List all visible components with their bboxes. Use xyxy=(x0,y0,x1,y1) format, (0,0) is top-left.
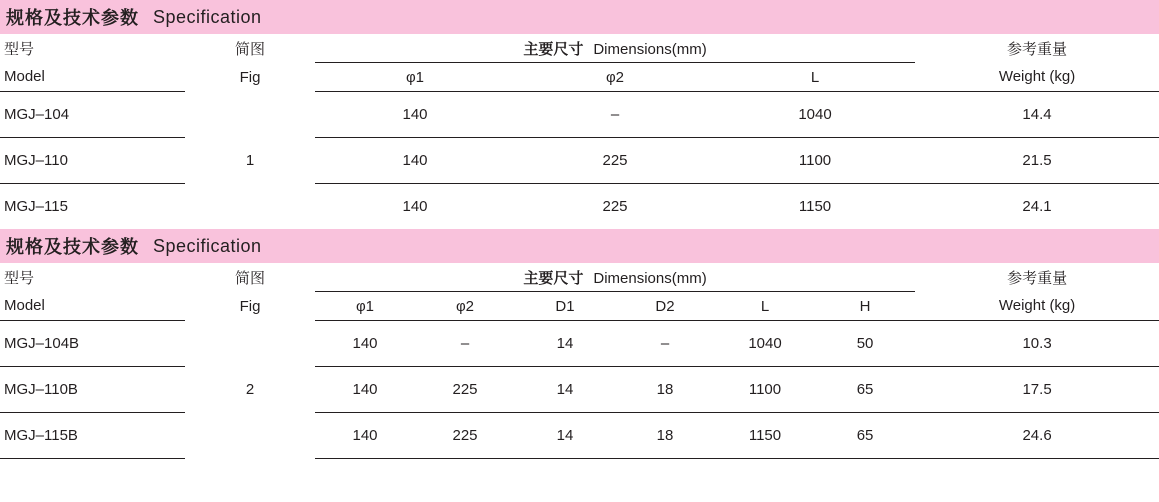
cell-model: MGJ–110 xyxy=(0,138,185,184)
header-model-cn: 型号 xyxy=(4,269,35,287)
cell-l: 1150 xyxy=(715,413,815,459)
header-col-d2: D2 xyxy=(615,292,715,321)
cell-h: 65 xyxy=(815,413,915,459)
header-col-l: L xyxy=(715,292,815,321)
section-banner-1 xyxy=(0,0,1159,34)
cell-d2: – xyxy=(615,321,715,367)
section-banner-title-cn: 规格及技术参数 xyxy=(6,8,139,28)
cell-model: MGJ–110B xyxy=(0,367,185,413)
header-dimensions-cn: 主要尺寸 xyxy=(523,40,584,58)
table-row xyxy=(0,92,1159,138)
cell-model: MGJ–104 xyxy=(0,92,185,138)
cell-d2: 18 xyxy=(615,413,715,459)
cell-h: 50 xyxy=(815,321,915,367)
cell-fig: 2 xyxy=(245,381,255,398)
section-banner-title-cn: 规格及技术参数 xyxy=(6,237,139,257)
header-col-phi2: φ2 xyxy=(515,63,715,92)
header-weight-cn: 参考重量 xyxy=(1007,40,1068,58)
cell-d1: 14 xyxy=(515,367,615,413)
cell-model: MGJ–115 xyxy=(4,198,68,215)
cell-phi2: – xyxy=(515,92,715,138)
cell-phi1: 140 xyxy=(402,198,428,215)
cell-d1: 14 xyxy=(515,321,615,367)
header-model-cn: 型号 xyxy=(4,40,35,58)
table-header-row-top xyxy=(0,263,1159,292)
cell-phi2: 225 xyxy=(602,198,628,215)
cell-l: 1150 xyxy=(798,198,832,215)
header-dimensions-cn: 主要尺寸 xyxy=(523,269,584,287)
header-col-h: H xyxy=(815,292,915,321)
header-model-en: Model xyxy=(0,292,185,321)
header-dimensions-en: Dimensions(mm) xyxy=(593,269,707,287)
header-fig-en: Fig xyxy=(239,68,261,86)
table-row xyxy=(0,138,1159,184)
table-header-row-top xyxy=(0,34,1159,63)
cell-h: 65 xyxy=(815,367,915,413)
cell-fig: 1 xyxy=(245,151,255,169)
cell-weight: 14.4 xyxy=(915,92,1159,138)
cell-model: MGJ–104B xyxy=(0,321,185,367)
section-banner-title-en: Specification xyxy=(153,6,262,27)
header-col-phi1: φ1 xyxy=(315,292,415,321)
table-row xyxy=(0,184,1159,230)
cell-phi2: 225 xyxy=(515,138,715,184)
cell-phi2: 225 xyxy=(415,367,515,413)
cell-phi1: 140 xyxy=(315,321,415,367)
table-header-row-bottom xyxy=(0,63,1159,92)
header-fig-cn: 简图 xyxy=(234,40,265,58)
cell-phi2: – xyxy=(415,321,515,367)
header-col-phi1: φ1 xyxy=(315,63,515,92)
spec-table-2 xyxy=(0,263,1159,459)
table-row xyxy=(0,367,1159,413)
header-weight-cn: 参考重量 xyxy=(1007,269,1068,287)
cell-model: MGJ–115B xyxy=(0,413,185,459)
cell-phi1: 140 xyxy=(315,413,415,459)
table-row xyxy=(0,413,1159,459)
section-banner-title-en: Specification xyxy=(153,235,262,256)
header-weight-en: Weight (kg) xyxy=(915,63,1159,92)
header-weight-en: Weight (kg) xyxy=(915,292,1159,321)
cell-weight: 21.5 xyxy=(915,138,1159,184)
cell-weight: 10.3 xyxy=(915,321,1159,367)
cell-d1: 14 xyxy=(515,413,615,459)
spec-table-1 xyxy=(0,34,1159,229)
cell-l: 1100 xyxy=(715,138,915,184)
header-dimensions xyxy=(315,34,915,63)
header-dimensions xyxy=(315,263,915,292)
cell-l: 1100 xyxy=(715,367,815,413)
cell-phi1: 140 xyxy=(315,138,515,184)
cell-l: 1040 xyxy=(715,92,915,138)
section-banner-2 xyxy=(0,229,1159,263)
cell-phi1: 140 xyxy=(315,367,415,413)
cell-phi1: 140 xyxy=(315,92,515,138)
cell-weight: 24.6 xyxy=(915,413,1159,459)
header-col-phi2: φ2 xyxy=(415,292,515,321)
cell-weight: 17.5 xyxy=(915,367,1159,413)
header-col-l: L xyxy=(715,63,915,92)
cell-phi2: 225 xyxy=(415,413,515,459)
cell-weight: 24.1 xyxy=(1022,198,1052,215)
table-header-row-bottom xyxy=(0,292,1159,321)
cell-d2: 18 xyxy=(615,367,715,413)
header-fig-cn: 简图 xyxy=(234,269,265,287)
table-row xyxy=(0,321,1159,367)
header-fig-en: Fig xyxy=(239,297,261,315)
cell-l: 1040 xyxy=(715,321,815,367)
header-dimensions-en: Dimensions(mm) xyxy=(593,40,707,58)
header-model-en: Model xyxy=(0,63,185,92)
header-col-d1: D1 xyxy=(515,292,615,321)
